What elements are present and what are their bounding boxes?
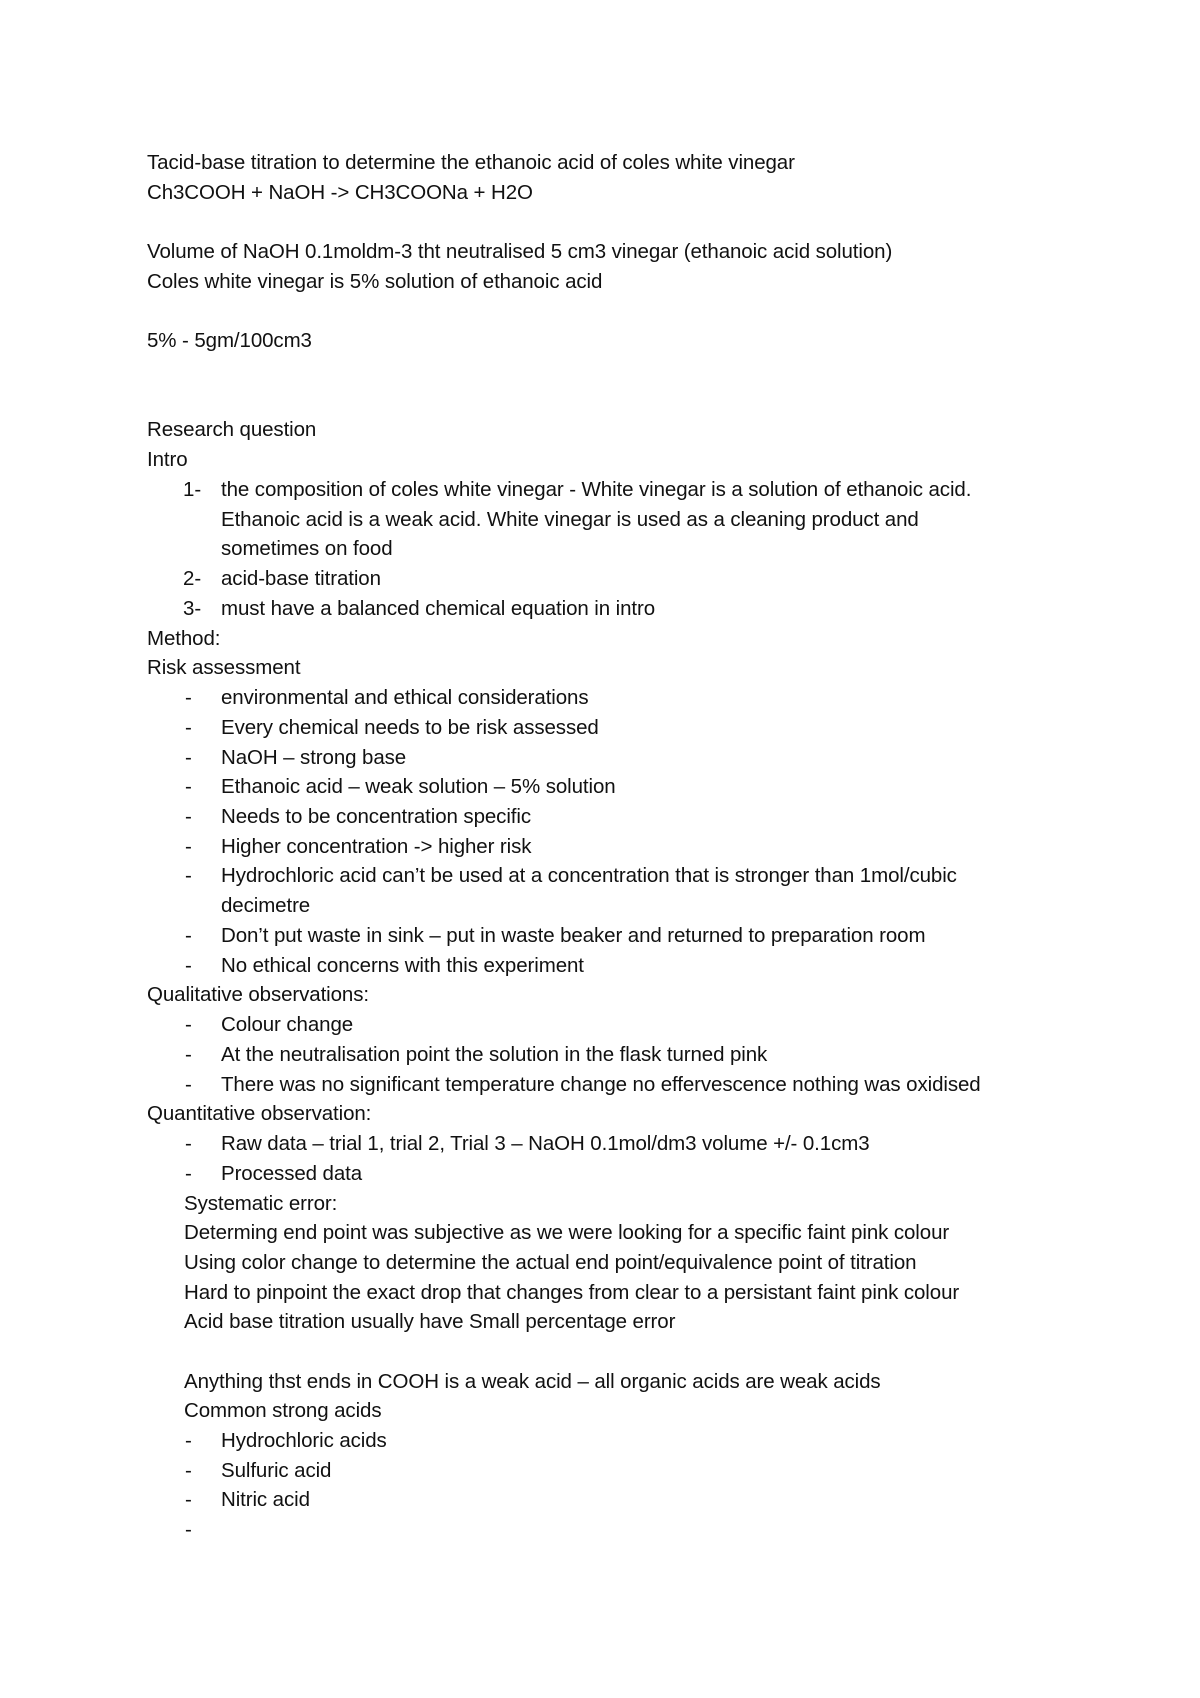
strong-acids-heading: Common strong acids bbox=[184, 1399, 382, 1422]
list-marker: - bbox=[185, 1518, 192, 1541]
list-marker: - bbox=[185, 864, 192, 887]
list-item-text: Hydrochloric acids bbox=[221, 1429, 387, 1452]
list-marker: - bbox=[185, 1073, 192, 1096]
list-marker: - bbox=[185, 686, 192, 709]
solution-line: Coles white vinegar is 5% solution of ethanoic acid bbox=[147, 270, 603, 293]
list-marker: - bbox=[185, 1488, 192, 1511]
research-question-heading: Research question bbox=[147, 418, 317, 441]
list-marker: 3- bbox=[183, 597, 202, 620]
list-item-text: Processed data bbox=[221, 1162, 363, 1185]
list-marker: - bbox=[185, 835, 192, 858]
list-item-text: Ethanoic acid – weak solution – 5% solution bbox=[221, 775, 616, 798]
risk-assessment-heading: Risk assessment bbox=[147, 656, 301, 679]
list-item-text: Ethanoic acid is a weak acid. White vinegar is used as a cleaning product and bbox=[221, 508, 919, 531]
volume-line: Volume of NaOH 0.1moldm-3 tht neutralised 5 cm3 vinegar (ethanoic acid solution) bbox=[147, 240, 893, 263]
list-item-text: No ethical concerns with this experiment bbox=[221, 954, 584, 977]
quantitative-heading: Quantitative observation: bbox=[147, 1102, 372, 1125]
list-item-text: Colour change bbox=[221, 1013, 354, 1036]
systematic-error-line: Using color change to determine the actual end point/equivalence point of titration bbox=[184, 1251, 917, 1274]
list-item-text: must have a balanced chemical equation in intro bbox=[221, 597, 656, 620]
list-item-text: Nitric acid bbox=[221, 1488, 310, 1511]
list-marker: - bbox=[185, 954, 192, 977]
list-item-text: Needs to be concentration specific bbox=[221, 805, 531, 828]
list-marker: 1- bbox=[183, 478, 202, 501]
percent-line: 5% - 5gm/100cm3 bbox=[147, 329, 312, 352]
list-item-text: NaOH – strong base bbox=[221, 746, 407, 769]
list-marker: - bbox=[185, 1013, 192, 1036]
list-item-text: Every chemical needs to be risk assessed bbox=[221, 716, 599, 739]
systematic-error-line: Determing end point was subjective as we were looking for a specific faint pink colour bbox=[184, 1221, 950, 1244]
chemical-equation: Ch3COOH + NaOH -> CH3COONa + H2O bbox=[147, 181, 533, 204]
list-item-text: acid-base titration bbox=[221, 567, 381, 590]
systematic-error-line: Acid base titration usually have Small percentage error bbox=[184, 1310, 676, 1333]
list-item-text: environmental and ethical considerations bbox=[221, 686, 589, 709]
list-marker: - bbox=[185, 746, 192, 769]
list-marker: - bbox=[185, 1459, 192, 1482]
list-marker: - bbox=[185, 1429, 192, 1452]
list-item-text: At the neutralisation point the solution in the flask turned pink bbox=[221, 1043, 768, 1066]
list-marker: - bbox=[185, 1132, 192, 1155]
list-item-text: Sulfuric acid bbox=[221, 1459, 332, 1482]
list-item-text: the composition of coles white vinegar - White vinegar is a solution of ethanoic acid. bbox=[221, 478, 972, 501]
list-marker: 2- bbox=[183, 567, 202, 590]
intro-heading: Intro bbox=[147, 448, 188, 471]
list-marker: - bbox=[185, 805, 192, 828]
weak-acid-line: Anything thst ends in COOH is a weak acid – all organic acids are weak acids bbox=[184, 1370, 881, 1393]
systematic-error-line: Hard to pinpoint the exact drop that changes from clear to a persistant faint pink colour bbox=[184, 1281, 960, 1304]
document-title: Tacid-base titration to determine the ethanoic acid of coles white vinegar bbox=[147, 151, 795, 174]
list-marker: - bbox=[185, 1043, 192, 1066]
list-item-text: sometimes on food bbox=[221, 537, 393, 560]
list-item-text: Higher concentration -> higher risk bbox=[221, 835, 532, 858]
method-heading: Method: bbox=[147, 627, 221, 650]
list-item-text: Don’t put waste in sink – put in waste beaker and returned to preparation room bbox=[221, 924, 926, 947]
qualitative-heading: Qualitative observations: bbox=[147, 983, 369, 1006]
list-marker: - bbox=[185, 924, 192, 947]
list-item-text: Hydrochloric acid can’t be used at a concentration that is stronger than 1mol/cubic bbox=[221, 864, 957, 887]
list-marker: - bbox=[185, 716, 192, 739]
systematic-error-heading: Systematic error: bbox=[184, 1192, 338, 1215]
list-item-text: There was no significant temperature change no effervescence nothing was oxidised bbox=[221, 1073, 981, 1096]
list-marker: - bbox=[185, 1162, 192, 1185]
list-marker: - bbox=[185, 775, 192, 798]
list-item-text: decimetre bbox=[221, 894, 311, 917]
list-item-text: Raw data – trial 1, trial 2, Trial 3 – NaOH 0.1mol/dm3 volume +/- 0.1cm3 bbox=[221, 1132, 870, 1155]
